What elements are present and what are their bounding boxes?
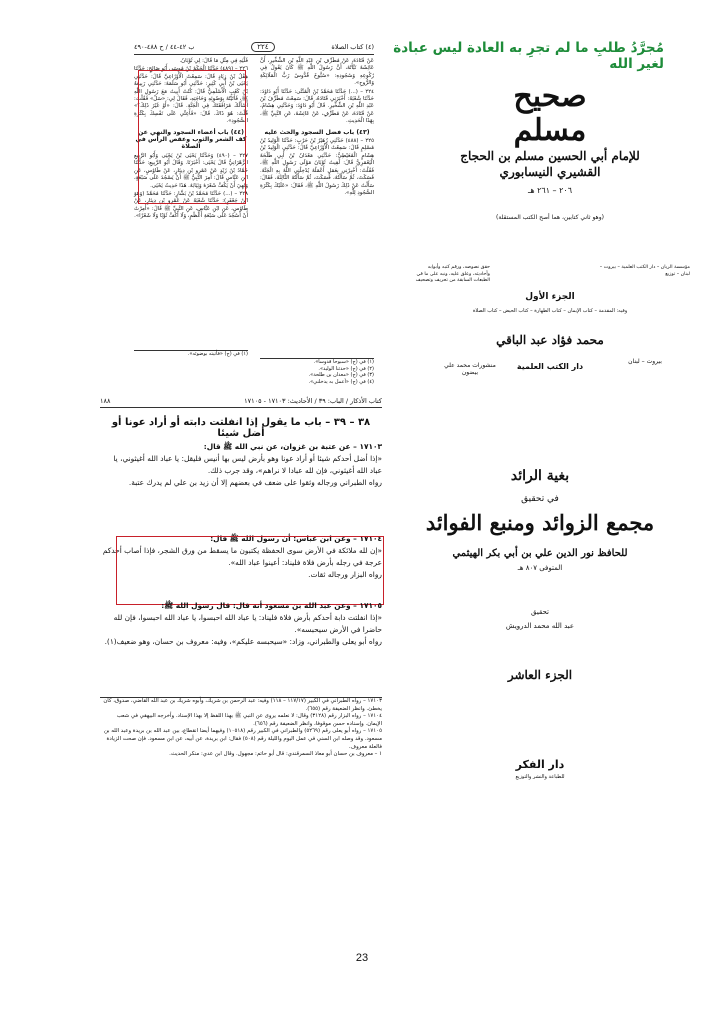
majma-book-page [100, 395, 382, 760]
paragraph: ٢٢٥ – (٤٨٨) حَدَّثَنِي زُهَيْرُ بْنُ حَرْبٍ: حَدَّثَنَا الْوَلِيدُ بْنُ مُسْلِمٍ قَالَ: سَمِعْتُ الْأَوْزَاعِيَّ قَالَ: حَدَّثَنِي الْوَلِيدُ بْنُ هِشَامٍ الْمُعَيْطِيُّ: حَدَّثَنِي مَعْدَانُ بْنُ أَبِي طَلْحَةَ الْيَعْمَرِيُّ قَالَ: لَقِيتُ ثَوْبَانَ مَوْلَى رَسُولِ اللَّهِ ﷺ، فَقُلْتُ: أَخْبِرْنِي بِعَمَلٍ أَعْمَلُهُ يُدْخِلُنِي اللَّهُ بِهِ الْجَنَّةَ. فَسَكَتَ، ثُمَّ سَأَلْتُهُ، فَسَكَتَ، ثُمَّ سَأَلْتُهُ الثَّالِثَةَ، فَقَالَ: سَأَلْتُ عَنْ ذَلِكَ رَسُولَ اللَّهِ ﷺ، فَقَالَ: «عَلَيْكَ بِكَثْرَةِ السُّجُودِ لِلَّهِ». [260, 138, 374, 196]
hadith-intro: ١٧١٠٤ – وعن ابن عباس: أن رسول الله ﷺ قال: [210, 534, 382, 543]
page-headline: مُجرَّدُ طلبِ ما لم تجرِ به العادة ليس عبادة لغير الله [393, 40, 664, 72]
cover-title: مجمع الزوائد ومنبع الفوائد [425, 510, 655, 535]
cover-contents-note: وفيه: المقدمة – كتاب الإيمان – كتاب الطهارة – كتاب الحيض – كتاب الصلاة [472, 308, 628, 314]
cover-tahqiq-label: تحقيق [531, 608, 549, 616]
highlight-box [116, 536, 384, 605]
majma-book-cover [400, 468, 680, 788]
hadith-17105 [100, 600, 382, 648]
majma-header-page-number: ١٨٨ [100, 397, 111, 405]
footnote: (٢) في (ج) «حدثنا الوليد». [318, 365, 374, 372]
hadith-grade: رواه البزار ورجاله ثقات. [308, 570, 382, 579]
footnote: ١ – معروف بن حسان أبو معاذ السمرقندي: قال أبو حاتم: مجهول. وقال ابن عدي: منكر الحديث. [169, 751, 382, 758]
footnote: (٣) في (ج) «معدان بن طلحة». [308, 372, 374, 378]
muslim-page-header [134, 40, 374, 55]
cover-note: (وهو ثاني كتابين، هما أصح الكتب المستقلة) [496, 214, 604, 221]
cover-title: صحيح مسلم [513, 79, 587, 148]
hadith-text: «إن لله ملائكة في الأرض سوى الحفظة يكتبون ما يسقط من ورق الشجر، فإذا أصاب أحدكم عرجة في رجله بأرض فلاة فليناد: أعينوا عباد الله». [102, 546, 382, 567]
paragraph: ٢٢٤ – (...) حَدَّثَنَا مُحَمَّدُ بْنُ الْمُثَنَّى: حَدَّثَنَا أَبُو دَاوُدَ: حَدَّثَنَا شُعْبَةُ: أَخْبَرَنِي قَتَادَةُ، قَالَ: سَمِعْتُ مُطَرِّفَ بْنَ عَبْدِ اللَّهِ بْنِ الشِّخِّيرِ. قَالَ أَبُو دَاوُدَ: وَحَدَّثَنِي هِشَامٌ، عَنْ قَتَادَةَ، عَنْ مُطَرِّفٍ، عَنْ عَائِشَةَ، عَنِ النَّبِيِّ ﷺ، بِهَذَا الْحَدِيثِ. [260, 88, 374, 125]
cover-volume: الجزء الأول [525, 292, 575, 302]
hadith-text: «إذا أضل أحدكم شيئا أو أراد عونا وهو بأرض ليس بها أنيس فليقل: يا عباد الله أغيثوني، يا عباد الله أغيثوني، فإن لله عبادا لا نراهم»، وقد جرب ذلك. [113, 454, 382, 475]
section-heading: (٤٤) باب أعضاء السجود والنهي عن كف الشعر والثوب وعقص الرأس في الصلاة [135, 128, 247, 151]
majma-page-header [100, 395, 382, 408]
cover-publisher-right: بيروت – لبنان [628, 358, 662, 365]
muslim-book-page [134, 40, 374, 385]
hadith-17103 [100, 441, 382, 489]
hadith-text: «إذا انفلتت دابة أحدكم بأرض فلاة فليناد: يا عباد الله احبسوا، يا عباد الله احبسوا، فإن لله حاضرا في الأرض سيحبسه». [113, 613, 382, 634]
footnote: ١٧١٠٤ – رواه البزار رقم (٣١٢٨) وقال: لا نعلمه يروى عن النبي ﷺ بهذا اللفظ إلا بهذا الإسناد. وأخرجه البيهقي في شعب الإيمان. وإسناده حسن موقوفا، وانظر الضعيفة رقم (٦٥٦). [116, 713, 382, 727]
cover-publisher: دار الفكر [515, 758, 565, 771]
cover-dates: ٢٠٦ – ٢٦١ هـ [528, 186, 572, 195]
cover-pretitle-sub: في تحقيق [521, 494, 559, 504]
cover-death-date: المتوفى ٨٠٧ هـ [517, 564, 563, 572]
muslim-right-column [260, 58, 374, 198]
cover-publisher: دار الكتب العلمية [516, 362, 584, 371]
cover-edition-info: حقق نصوصه، ورقم كتبه وأبوابه وأحاديثه، وعلق عليه، ونبه على ما في الطبعات السابقة من تحريف وتصحيف [415, 265, 490, 283]
footnote: ١٧١٠٣ – رواه الطبراني في الكبير (١١٧/١٧ – ١١٨) وفيه: عبد الرحمن بن شريك، وأبوه شريك بن عبد الله القاضي، صدوق، كان يخطئ. وانظر الضعيفة رقم (٦٥٥). [103, 698, 382, 712]
cover-publisher-left: منشورات محمد علي بيضون [444, 362, 496, 376]
chapter-title: ٣٨ – ٣٩ – باب ما يقول إذا انفلتت دابته أو أراد عونا أو أضل شيئا [111, 417, 371, 439]
cover-editor: عبد الله محمد الدرويش [505, 622, 575, 630]
hadith-intro: ١٧١٠٣ – عن عتبة بن غزوان، عن نبي الله ﷺ قال: [203, 442, 382, 451]
page-number: 23 [355, 952, 369, 964]
muslim-header-left: ب ٤٢-٤٤ / ح ٤٨٨-٤٩٠ [134, 43, 195, 51]
cover-author: للحافظ نور الدين علي بن أبي بكر الهيثمي [452, 548, 628, 559]
paragraph: عَنْ قَتَادَةَ، عَنْ مُطَرِّفِ بْنِ عَبْدِ اللَّهِ بْنِ الشِّخِّيرِ، أَنَّ عَائِشَةَ نَبَّأَتْهُ، أَنَّ رَسُولَ اللَّهِ ﷺ كَانَ يَقُولُ فِي رُكُوعِهِ وَسُجُودِهِ: «سُبُّوحٌ قُدُّوسٌ رَبُّ الْمَلَائِكَةِ وَالرُّوحِ». [260, 58, 374, 87]
paragraph: فَلْيَهِ فِي مِثْلِ مَا قَالَ: لِي ثَوْبَانُ. [179, 58, 248, 64]
paragraph: ٢٢٨ – (...) حَدَّثَنَا مُحَمَّدُ بْنُ بَشَّارٍ: حَدَّثَنَا مُحَمَّدٌ (وَهُوَ ابْنُ جَعْفَرٍ): حَدَّثَنَا شُعْبَةُ عَنْ عَمْرِو بْنِ دِينَارٍ، عَنْ طَاوُسٍ، عَنِ ابْنِ عَبَّاسٍ، عَنِ النَّبِيِّ ﷺ قَالَ: «أُمِرْتُ أَنْ أَسْجُدَ عَلَى سَبْعَةِ أَعْظُمٍ، وَلَا أَكُفَّ ثَوْبًا وَلَا شَعْرًا». [134, 190, 248, 220]
section-heading: (٤٣) باب فضل السجود والحث عليه [264, 128, 370, 136]
hadith-grade: رواه أبو يعلى والطبراني، وزاد: «سيحبسه عليكم»، وفيه: معروف بن حسان، وهو ضعيف(١). [104, 637, 382, 646]
hadith-intro: ١٧١٠٥ – وعن عبد الله بن مسعود أنه قال: قال رسول الله ﷺ: [161, 601, 382, 610]
hadith-grade: رواه الطبراني ورجاله وثقوا على ضعف في بعضهم إلا أن زيد بن علي لم يدرك عتبة. [128, 478, 382, 487]
cover-editor: محمد فؤاد عبد الباقي [496, 333, 604, 347]
majma-header-middle: كتاب الأذكار / الباب: ٣٩ / الأحاديث: ١٧١٠٣ - ١٧١٠٥ [244, 397, 382, 405]
muslim-book-cover [410, 80, 690, 380]
cover-volume: الجزء العاشر [507, 668, 573, 682]
footnote: (١) في (ج) «فأتيته بوضوئه». [187, 351, 248, 357]
highlight-box [138, 70, 246, 204]
majma-footnotes [100, 697, 382, 759]
cover-pretitle: بغية الرائد [510, 468, 570, 484]
highlighted-hadith: ٢٢٦ – (٤٨٩) حَدَّثَنَا الْحَكَمُ بْنُ مُوسَى أَبُو صَالِحٍ: حَدَّثَنَا هِقْلُ بْنُ زِيَادٍ قَالَ: سَمِعْتُ الْأَوْزَاعِيَّ قَالَ: حَدَّثَنِي يَحْيَى بْنُ أَبِي كَثِيرٍ: حَدَّثَنِي أَبُو سَلَمَةَ: حَدَّثَنِي رَبِيعَةُ بْنُ كَعْبٍ الْأَسْلَمِيُّ قَالَ: كُنْتُ أَبِيتُ مَعَ رَسُولِ اللَّهِ ﷺ، فَأَتَيْتُهُ بِوَضُوئِهِ وَحَاجَتِهِ، فَقَالَ لِي: «سَلْ» فَقُلْتُ: أَسْأَلُكَ مُرَافَقَتَكَ فِي الْجَنَّةِ. قَالَ: «أَوْ غَيْرَ ذَلِكَ؟» قُلْتُ: هُوَ ذَاكَ. قَالَ: «فَأَعِنِّي عَلَى نَفْسِكَ بِكَثْرَةِ السُّجُودِ». [134, 66, 248, 125]
cover-distribution-info: مؤسسة الريان – دار الكتب العلمية – بيروت – لبنان – توزيع [599, 265, 690, 277]
muslim-footnotes-left [134, 350, 248, 358]
footnote: (٤) في (ج) «أعمل به يدخلني». [308, 378, 374, 385]
muslim-header-right: (٤) كتاب الصلاة [331, 43, 374, 51]
footnote: ١٧١٠٥ – رواه أبو يعلى رقم (٥٢٦٩) والطبراني في الكبير رقم (١٠٥١٨) وفيهما أيضا انقطاع، بين عبد الله بن بريدة وعبد الله بن مسعود. وقد وصله ابن السني في عمل اليوم والليلة رقم (٥٠٨) فقال: ابن بريدة، عن أبيه، عن ابن مسعود. فإن صحت الزيادة فالعلة معروف. [103, 728, 382, 750]
footnote: (١) في (ج) «سبوحا قدوسا». [313, 359, 374, 365]
muslim-footnotes-right [260, 358, 374, 385]
muslim-page-number: ٢٢٤ [251, 42, 274, 52]
cover-publisher-sub: للطباعة والنشر والتوزيع [515, 774, 565, 780]
cover-author: للإمام أبي الحسين مسلم بن الحجاج القشيري النيسابوري [460, 149, 640, 179]
paragraph: ٢٢٧ – (٤٩٠) وَحَدَّثَنَا يَحْيَى بْنُ يَحْيَى وَأَبُو الرَّبِيعِ الزَّهْرَانِيُّ قَالَ يَحْيَى: أَخْبَرَنَا. وَقَالَ أَبُو الرَّبِيعِ: حَدَّثَنَا حَمَّادُ بْنُ زَيْدٍ عَنْ عَمْرِو بْنِ دِينَارٍ، عَنْ طَاوُسٍ، عَنِ ابْنِ عَبَّاسٍ قَالَ: أُمِرَ النَّبِيُّ ﷺ أَنْ يَسْجُدَ عَلَى سَبْعَةٍ، وَنُهِيَ أَنْ يَكُفَّ شَعْرَهُ وَثِيَابَهُ. هَذَا حَدِيثُ يَحْيَى. [134, 152, 249, 189]
